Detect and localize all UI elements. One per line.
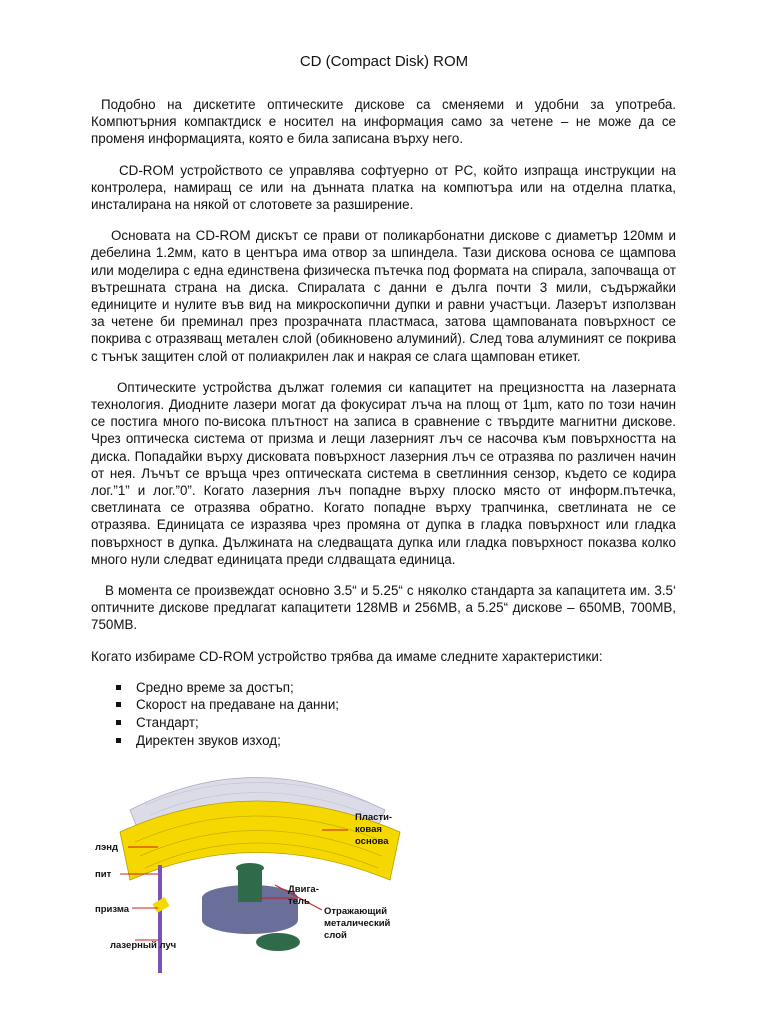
bullet-icon [116, 702, 121, 707]
paragraph-control: CD-ROM устройството се управлява софтуерно от PC, който изпраща инструкции на контролера, намиращ се или на дънната платка на компютъра или на отделна платка, инсталирана на някой от слотовете за разширение. [91, 162, 676, 213]
label-pit: пит [95, 869, 112, 880]
bullet-icon [116, 720, 121, 725]
bullet-icon [116, 738, 121, 743]
list-item: Стандарт; [116, 714, 676, 732]
paragraph-intro: Подобно на дискетите оптическите дискове са сменяеми и удобни за употреба. Компютърния компактдиск е носител на информация само за четене – не може да се променя информацията, която е била записана върху него. [91, 97, 676, 147]
label-land: лэнд [95, 842, 119, 853]
characteristics-list [91, 679, 676, 749]
document-body [91, 96, 676, 749]
list-item: Средно време за достъп; [116, 679, 676, 697]
list-item: Скорост на предаване на данни; [116, 696, 676, 714]
label-prism: призма [95, 904, 130, 915]
label-reflective-2: металический [324, 918, 391, 929]
paragraph-capacity: В момента се произвеждат основно 3.5“ и 5.25“ с няколко стандарта за капацитета им. 3.5‘ оптичните дискове предлагат капацитети 128MB и 256MB, а 5.25“ дискове – 650MB, 700MB, 750MB. [91, 583, 676, 633]
list-item: Директен звуков изход; [116, 732, 676, 750]
paragraph-characteristics-intro: Когато избираме CD-ROM устройство трябва да имаме следните характеристики: [91, 648, 603, 664]
bullet-icon [116, 685, 121, 690]
laser-beam-shape [152, 865, 169, 973]
cd-structure-diagram [90, 770, 420, 985]
label-laser-beam: лазерный луч [110, 940, 177, 951]
label-reflective-1: Отражающий [324, 906, 388, 917]
label-plastic-2: ковая [355, 824, 382, 835]
label-motor-2: тель [288, 896, 310, 907]
paragraph-construction: Основата на CD-ROM дискът се прави от поликарбонатни дискове с диаметър 120мм и дебелина 1.2мм, като в центъра има отвор за шпиндела. Тази дискова основа се щампова или моделира с една единствена физическа пътечка под формата на спирала, започваща от вътрешната страна на диска. Спиралата с данни е дълга почти 3 мили, съдържайки единиците и нулите във вид на микроскопични дупки и равни участъци. Лазерът използван за четене би преминал през прозрачната пластмаса, затова щампованата повърхност се покрива с отразяващ метален слой (обикновено алуминий). След това алуминият се покрива с тънък защитен слой от полиакрилен лак и накрая се слага щампован етикет. [91, 228, 676, 364]
paragraph-laser-technology: Оптическите устройства дължат големия си капацитет на прецизността на лазерната технология. Диодните лазери могат да фокусират лъча на площ от 1µm, като по този начин се постига много по-висока плътност на записа в сравнение с твърдите магнитни дискове. Чрез оптическа система от призма и лещи лазерният лъч се насочва към повърхността на диска. Попадайки върху дисковата повърхност лазерния лъч се отразява по различен начин от нея. Лъчът се връща чрез оптическата система в светлинния сензор, където се кодира лог.”1” и лог.”0”. Когато лазерния лъч попадне върху плоско място от информ.пътечка, светлината се отразява обратно. Когато попадне върху трапчинка, светлината не се отразява. Единицата се изразява чрез промяна от дупка в гладка повърхност или гладка повърхност в дупка. Дължината на следващата дупка или гладка повърхност показва колко много нули следват единицата преди слдващата единица. [91, 379, 676, 567]
label-plastic-3: основа [355, 836, 389, 847]
label-plastic-1: Пласти- [355, 812, 393, 823]
label-motor-1: Двига- [288, 884, 319, 895]
document-title: CD (Compact Disk) ROM [299, 53, 469, 70]
label-reflective-3: слой [324, 930, 347, 941]
sensor-disc-shape [256, 933, 300, 951]
